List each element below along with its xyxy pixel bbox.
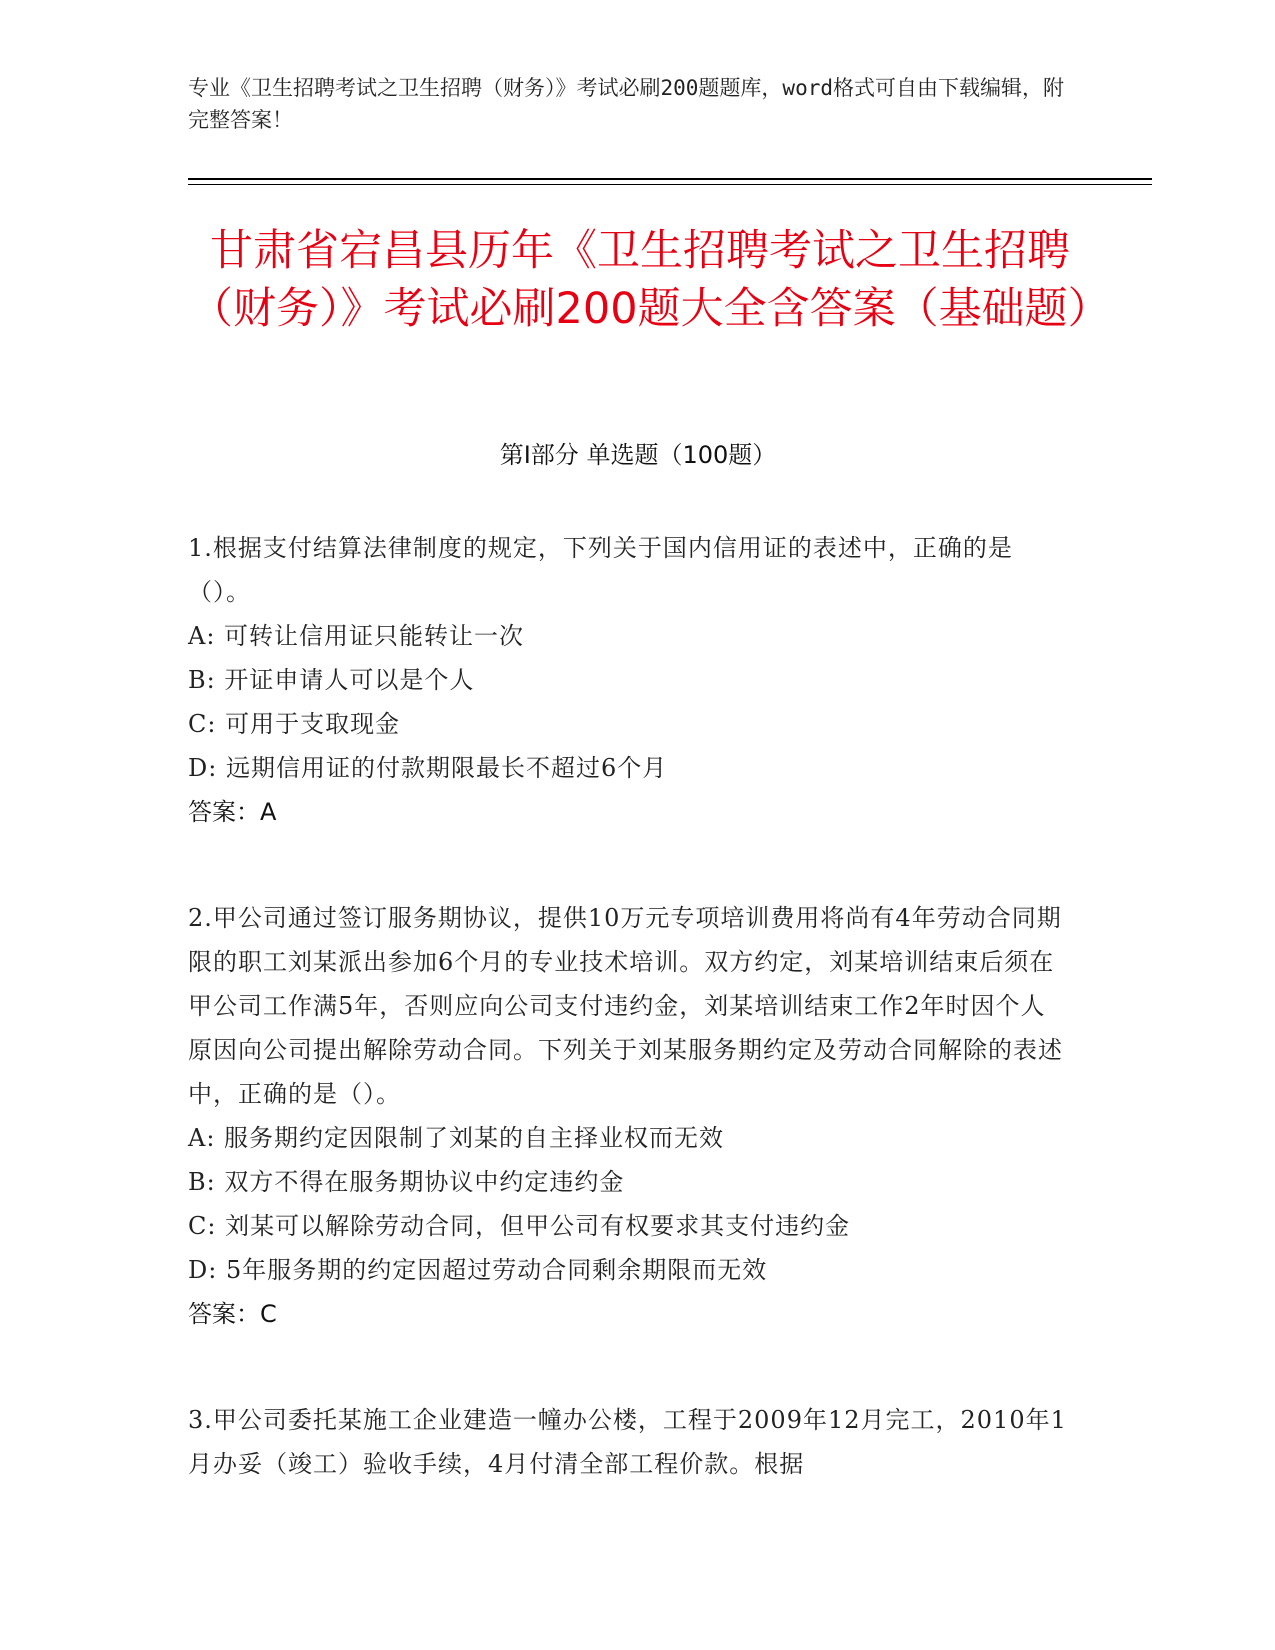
option-a: A: 服务期约定因限制了刘某的自主择业权而无效 bbox=[188, 1124, 725, 1152]
document-title: 甘肃省宕昌县历年《卫生招聘考试之卫生招聘（财务）》考试必刷200题大全含答案（基础题） bbox=[190, 226, 1111, 334]
question-3 bbox=[188, 1398, 1068, 1486]
question-stem: 2.甲公司通过签订服务期协议，提供10万元专项培训费用将尚有4年劳动合同期限的职工刘某派出参加6个月的专业技术培训。双方约定，刘某培训结束后须在甲公司工作满5年，否则应向公司支付违约金，刘某培训结束工作2年时因个人原因向公司提出解除劳动合同。下列关于刘某服务期约定及劳动合同解除的表述中，正确的是（）。 bbox=[188, 904, 1063, 1108]
answer-line: 答案：A bbox=[188, 798, 277, 826]
question-stem: 1.根据支付结算法律制度的规定，下列关于国内信用证的表述中，正确的是（）。 bbox=[188, 534, 1013, 606]
option-d: D: 5年服务期的约定因超过劳动合同剩余期限而无效 bbox=[188, 1256, 768, 1284]
question-stem: 3.甲公司委托某施工企业建造一幢办公楼，工程于2009年12月完工，2010年1月办妥（竣工）验收手续，4月付清全部工程价款。根据 bbox=[188, 1406, 1067, 1478]
header-note: 专业《卫生招聘考试之卫生招聘（财务）》考试必刷200题题库，word格式可自由下载编辑，附完整答案！ bbox=[188, 76, 1064, 132]
header-divider-thin bbox=[188, 184, 1152, 185]
option-b: B: 双方不得在服务期协议中约定违约金 bbox=[188, 1168, 625, 1196]
option-c: C: 刘某可以解除劳动合同，但甲公司有权要求其支付违约金 bbox=[188, 1212, 851, 1240]
header-divider-thick bbox=[188, 178, 1152, 180]
option-a: A: 可转让信用证只能转让一次 bbox=[188, 622, 525, 650]
question-1 bbox=[188, 526, 1068, 834]
option-b: B: 开证申请人可以是个人 bbox=[188, 666, 475, 694]
section-title: 第Ⅰ部分 单选题（100题） bbox=[499, 441, 777, 469]
option-d: D: 远期信用证的付款期限最长不超过6个月 bbox=[188, 754, 668, 782]
answer-line: 答案：C bbox=[188, 1300, 277, 1328]
question-2 bbox=[188, 896, 1068, 1336]
option-c: C: 可用于支取现金 bbox=[188, 710, 401, 738]
